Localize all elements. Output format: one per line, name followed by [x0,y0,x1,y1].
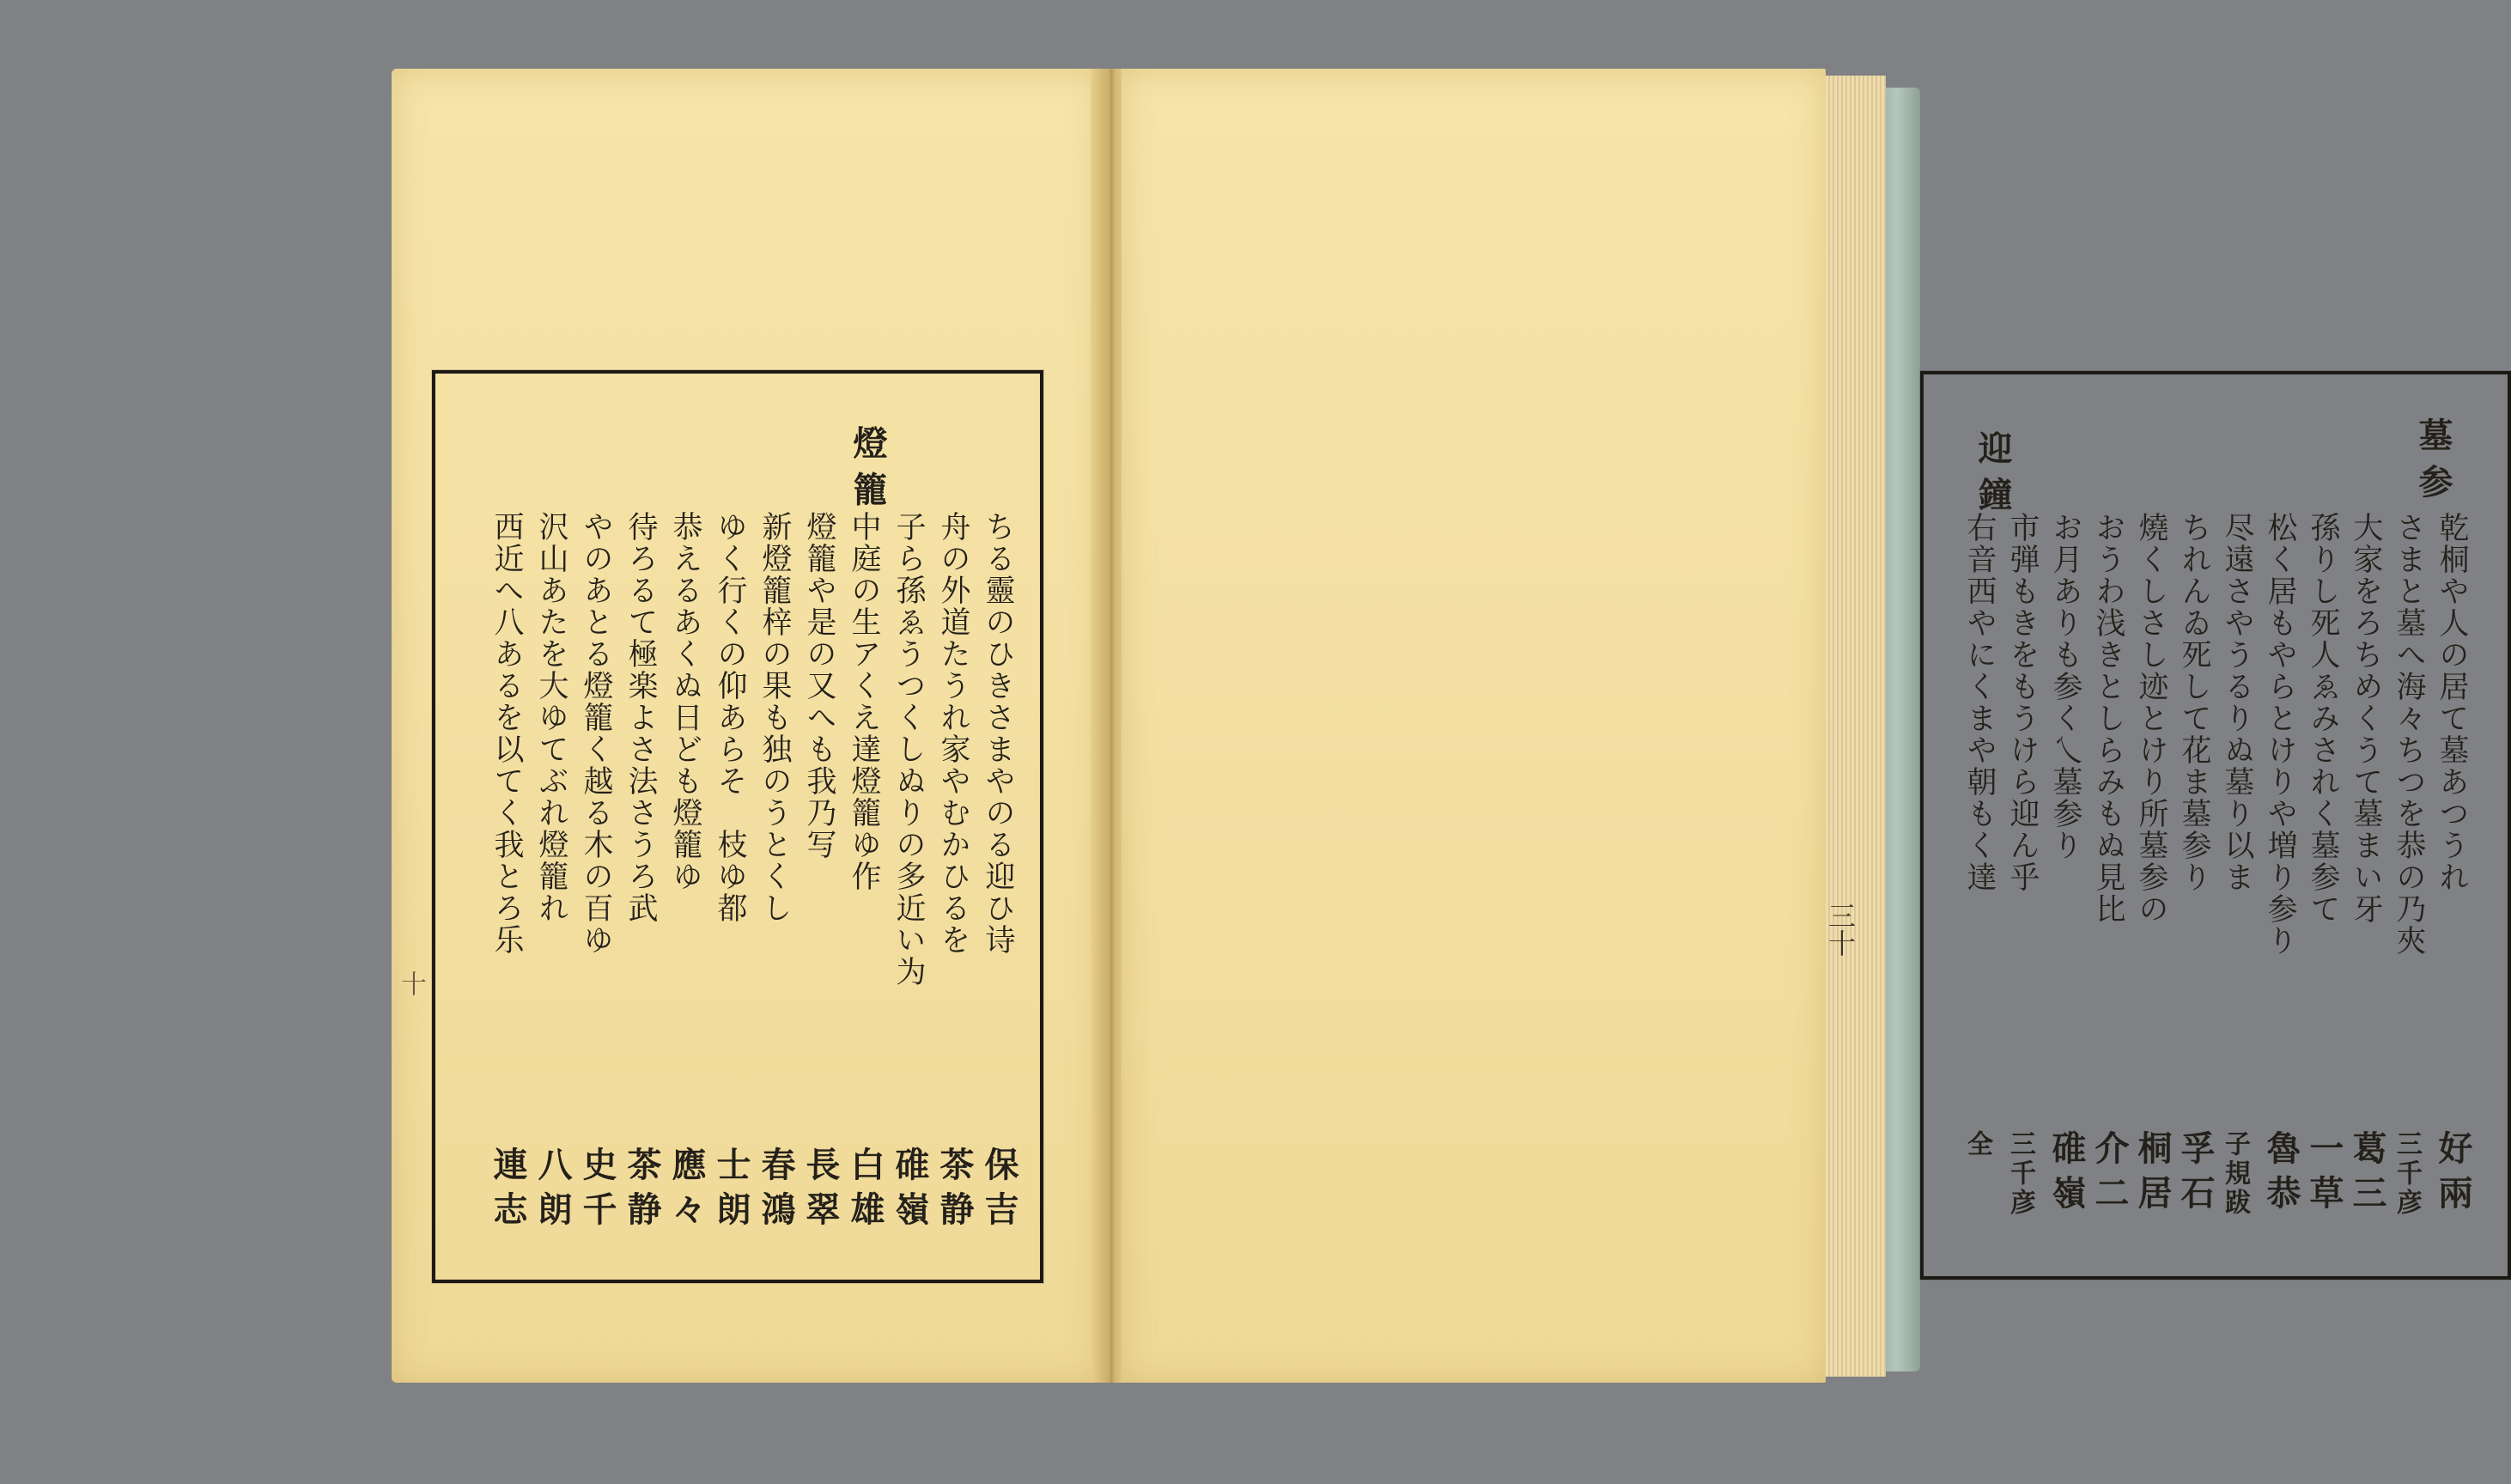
author-name: 一草 [2304,1130,2344,1219]
author-name: 長翠 [800,1146,841,1236]
author-name: 八朗 [532,1146,573,1236]
left-page-title: 燈籠 [848,425,888,518]
verse-line: 恭えるあくぬ日ども燈籠ゆ [668,511,702,892]
verse-line: 市弾もきをもうけら迎ん乎 [2005,512,2040,893]
left-text-frame [432,370,1043,1283]
author-name: 介二 [2089,1130,2130,1219]
verse-line: おうわ浅きとしらみもぬ見比 [2091,512,2125,925]
verse-line: さまと墓へ海々ちつを恭の乃夾 [2392,512,2426,957]
book-cover-edge [1881,88,1920,1371]
folio-number: 三十 [1824,902,1857,957]
author-name: 茶静 [622,1146,662,1236]
verse-line: 尽遠さやうるりぬ墓り以ま [2220,512,2254,893]
verse-line: ゆく行くの仰あらそ 枝ゆ都 [713,511,747,924]
author-name: 保吉 [979,1146,1019,1236]
verse-line: 子ら孫ゑうつくしぬりの多近い为 [891,511,926,988]
author-name: 士朗 [711,1146,751,1236]
verse-line: 燈籠や是の又へも我乃写 [802,511,836,861]
verse-line: ちる靈のひきさまやのる迎ひ诗 [981,511,1015,956]
author-name: 白雄 [845,1146,885,1236]
author-name: 魯恭 [2261,1130,2301,1219]
verse-line: 新燈籠梓の果も独のうとくし [757,511,792,924]
verse-line: 中庭の生アくえ達燈籠ゆ作 [847,511,881,892]
author-name: 葛三 [2347,1130,2387,1219]
verse-line: 沢山あたを大ゆてぶれ燈籠れ [534,511,568,924]
verse-line: 待ろるて極楽よさ法さうろ武 [623,511,658,924]
verse-line: 燒くしさし迹とけり所墓参の [2134,512,2168,925]
author-name: 三千彦 [2005,1130,2035,1218]
verse-line: 舟の外道たうれ家やむかひるを [936,511,970,956]
left-page [392,69,1101,1383]
author-name: 碓嶺 [2046,1130,2087,1219]
author-name: 茶静 [934,1146,975,1236]
verse-line: 大家をろちめくうて墓まい牙 [2349,512,2383,925]
left-edge-mark: 十 [396,970,426,996]
author-name: 孚石 [2175,1130,2216,1219]
right-text-frame [1920,371,2511,1280]
verse-line: ちれんゐ死して花ま墓参り [2177,512,2211,893]
author-name: 好兩 [2433,1130,2473,1219]
verse-line: 松く居もやらとけりや増り参り [2263,512,2297,957]
verse-line: お月ありも参く乀墓参り [2048,512,2082,861]
verse-line: やのあとる燈籠く越る木の百ゆ [579,511,613,956]
author-name: 子規跋 [2220,1130,2250,1218]
verse-line: 西近へ八あるを以てく我とろ乐 [489,511,524,956]
verse-line: 孫りし死人ゑみされく墓参て [2306,512,2340,925]
author-name: 碓嶺 [890,1146,930,1236]
verse-line: 乾桐や人の居て墓あつうれ [2435,512,2469,893]
page-edges [1826,76,1886,1377]
author-name: 桐居 [2132,1130,2173,1219]
right-page-title-1: 墓参 [2413,417,2453,510]
author-name: 連志 [488,1146,528,1236]
author-name: 應々 [666,1146,707,1236]
right-page-title-2: 迎鐘 [1973,430,2013,523]
open-book [386,60,2473,1391]
author-name: 史千 [577,1146,617,1236]
author-name: 三千彦 [2392,1130,2422,1218]
verse-line: 右音西やにくまや朝もく達 [1962,512,1997,893]
author-name: 春鴻 [756,1146,796,1236]
author-name: 全 [1962,1130,1992,1159]
